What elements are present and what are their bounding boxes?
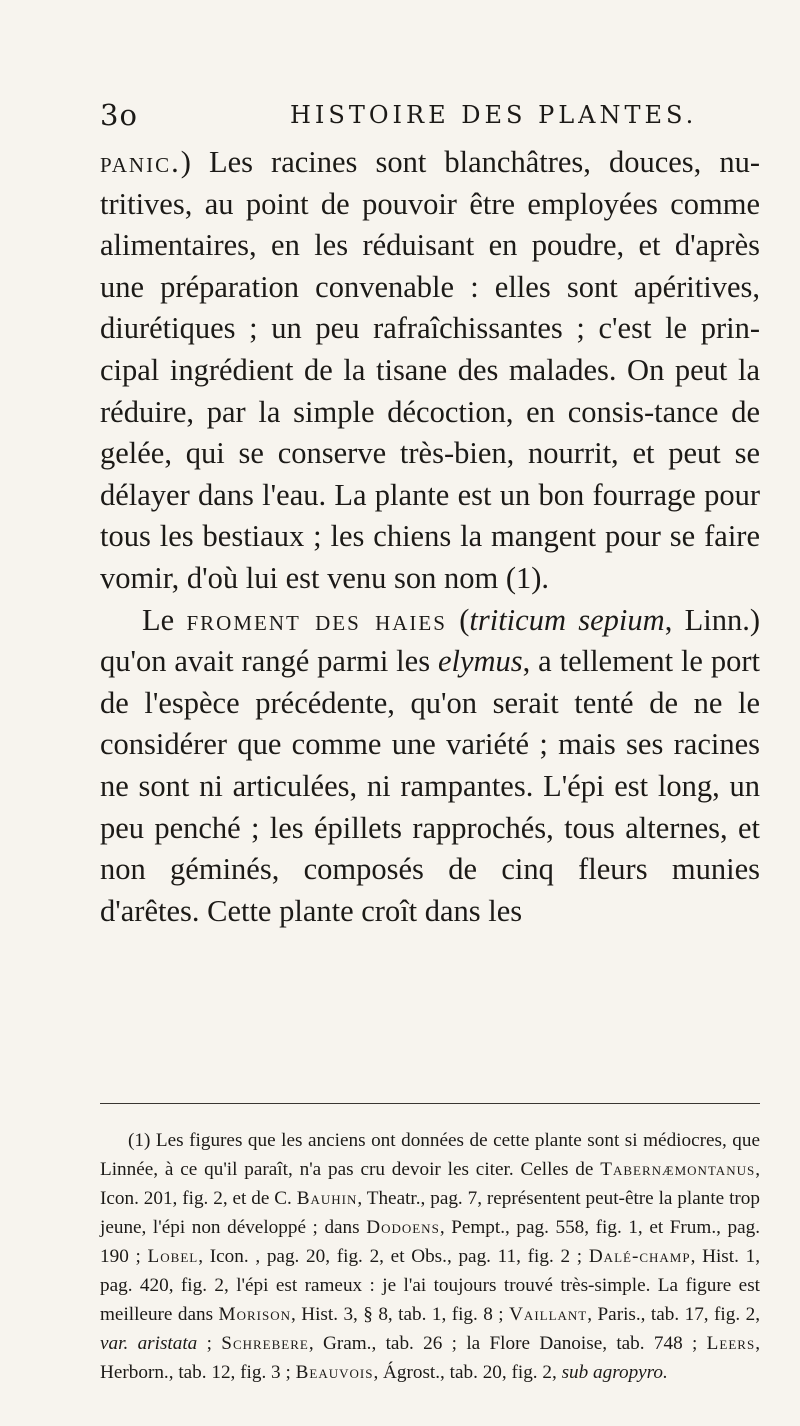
paragraph-2-lead: Le [142, 602, 175, 637]
author-name: Dalé-champ [588, 1246, 691, 1267]
author-name: Lobel [147, 1246, 199, 1267]
run-in-word: panic. [100, 145, 181, 179]
fn-text: , Icon. , pag. 20, fig. 2, et Obs., pag. 11, fig. 2 ; [198, 1246, 589, 1267]
main-text [100, 142, 760, 932]
running-title: HISTOIRE DES PLANTES. [290, 101, 698, 129]
variety-name: var. aristata [100, 1333, 198, 1354]
footnote-divider [100, 1103, 760, 1104]
paragraph-2 [100, 600, 760, 933]
fn-text: , Hist. 1, pag. 420, fig. 2, l'épi est rameux : je l'ai toujours trouvé très-simple. La figure est meilleure dans [100, 1246, 760, 1325]
page-number: 3o [100, 98, 138, 132]
author-name: Beauvois [295, 1362, 374, 1383]
paren-open: ( [446, 602, 470, 637]
fn-text: , Ágrost., tab. 20, fig. 2, [373, 1362, 562, 1383]
author-name: Bauhin [296, 1188, 358, 1209]
fn-text: ; [197, 1333, 222, 1354]
fn-text: , Herborn., tab. 12, fig. 3 ; [100, 1333, 760, 1383]
plant-common-name: froment des haies [186, 602, 447, 637]
authority: , Linn.) [664, 602, 760, 637]
paragraph-2-rest: , a tellement le port de l'espèce précédente, qu'on serait tenté de ne le considérer que comme une variété ; mais ses racines ne sont ni articulées, ni rampantes. L'épi est long, un peu penché ; les épillets rapprochés, tous alternes, et non géminés, composés de cinq fleurs munies d'arêtes. Cette plante croît dans les [100, 644, 760, 928]
author-name: Tabernæmontanus [600, 1159, 756, 1180]
fn-text: , Icon. 201, fig. 2, et de C. [100, 1159, 760, 1209]
author-name: Leers [706, 1333, 756, 1354]
fn-text: , Paris., tab. 17, fig. 2, [587, 1304, 760, 1325]
genus-elymus: elymus [437, 644, 523, 679]
fn-text: , Pempt., pag. 558, fig. 1, et Frum., pag. 190 ; [100, 1217, 761, 1267]
synonym-name: sub agropyro. [561, 1362, 668, 1383]
author-name: Dodoens [366, 1217, 440, 1238]
paragraph-2-mid: qu'on avait rangé parmi les [100, 644, 438, 679]
paragraph-1-text: ) Les racines sont blanchâtres, douces, nu-tritives, au point de pouvoir être employées comme alimentaires, en les réduisant en poudre, et d'après une préparation convenable : elles sont apéritives, diurétiques ; un peu rafraîchissantes ; c'est le prin-cipal ingrédient de la tisane des malades. On peut la réduire, par la simple décoction, en consis-tance de gelée, qui se conserve très-bien, nourrit, et peut se délayer dans l'eau. La plante est un bon fourrage pour tous les bestiaux ; les chiens la mangent pour se faire vomir, d'où lui est venu son nom (1). [100, 145, 760, 595]
author-name: Schrebere [221, 1333, 309, 1354]
page-header [100, 98, 760, 138]
fn-text: , Hist. 3, § 8, tab. 1, fig. 8 ; [290, 1304, 510, 1325]
paragraph-1 [100, 142, 760, 600]
fn-text: , Theatr., pag. 7, représentent peut-être la plante trop jeune, l'épi non développé ; dans [100, 1188, 760, 1238]
author-name: Morison [218, 1304, 291, 1325]
footnote [100, 1126, 760, 1387]
footnote-text [100, 1126, 760, 1387]
plant-latin-name: triticum sepium [469, 602, 665, 637]
fn-text: , Gram., tab. 26 ; la Flore Danoise, tab. 748 ; [308, 1333, 707, 1354]
author-name: Vaillant [509, 1304, 588, 1325]
fn-text: (1) Les figures que les anciens ont données de cette plante sont si médiocres, que Linnée, à ce qu'il paraît, n'a pas cru devoir les citer. Celles de [100, 1130, 760, 1180]
